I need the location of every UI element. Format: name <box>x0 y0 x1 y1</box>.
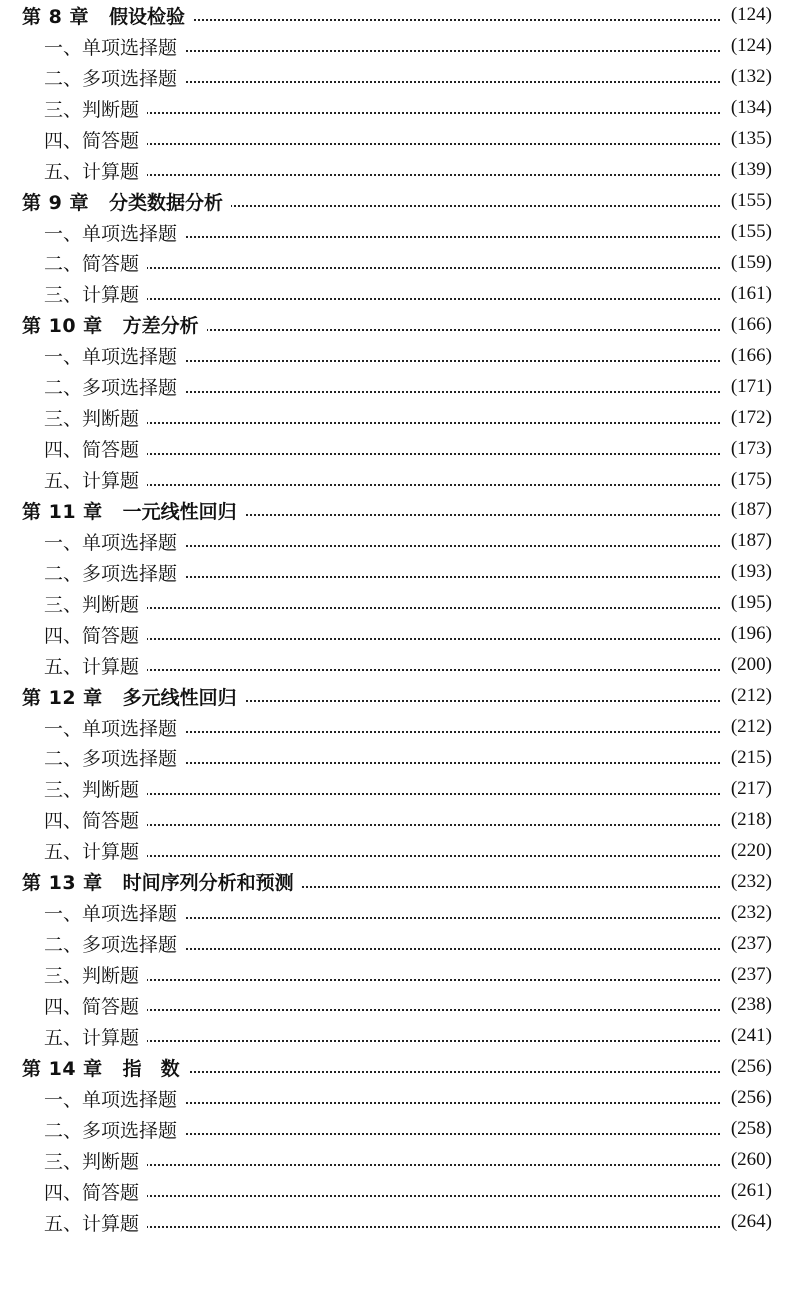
page-number: (200) <box>725 650 772 681</box>
toc-section-entry[interactable] <box>0 990 790 1021</box>
section-title: 二、多项选择题 <box>44 562 178 585</box>
toc-section-entry[interactable] <box>0 557 790 588</box>
toc-section-entry[interactable] <box>0 1114 790 1145</box>
chapter-number: 第 11 章 <box>22 500 103 523</box>
chapter-title: 指 数 <box>122 1057 180 1080</box>
chapter-number: 第 9 章 <box>22 191 89 214</box>
chapter-number: 第 14 章 <box>22 1057 103 1080</box>
section-title: 四、简答题 <box>44 810 140 833</box>
page-number: (187) <box>725 495 772 526</box>
chapter-number: 第 10 章 <box>22 315 103 338</box>
page-number: (264) <box>725 1207 772 1238</box>
toc-entry-title <box>22 0 193 31</box>
page-number: (155) <box>725 217 772 248</box>
toc-entry-title <box>44 743 185 774</box>
chapter-title: 分类数据分析 <box>108 191 223 214</box>
section-title: 一、单项选择题 <box>44 222 178 245</box>
section-title: 二、多项选择题 <box>44 748 178 771</box>
section-title: 三、计算题 <box>44 284 140 307</box>
toc-section-entry[interactable] <box>0 804 790 835</box>
toc-entry-title <box>44 1114 185 1145</box>
toc-section-entry[interactable] <box>0 1083 790 1114</box>
toc-entry-title <box>44 31 185 62</box>
toc-entry-title <box>44 928 185 959</box>
toc-chapter-entry[interactable] <box>0 0 790 31</box>
toc-entry-title <box>44 804 147 835</box>
page-number: (166) <box>725 340 772 371</box>
toc-section-entry[interactable] <box>0 340 790 371</box>
page-number: (134) <box>725 93 772 124</box>
dot-leader <box>130 824 720 826</box>
toc-section-entry[interactable] <box>0 402 790 433</box>
toc-entry-title <box>44 588 147 619</box>
section-title: 三、判断题 <box>44 593 140 616</box>
dot-leader <box>130 948 720 950</box>
section-title: 五、计算题 <box>44 655 140 678</box>
page-number: (212) <box>725 712 772 743</box>
toc-entry-title <box>44 93 147 124</box>
section-title: 五、计算题 <box>44 841 140 864</box>
page-number: (124) <box>725 0 772 31</box>
page-number: (241) <box>725 1021 772 1052</box>
dot-leader <box>130 267 720 269</box>
section-title: 五、计算题 <box>44 470 140 493</box>
toc-section-entry[interactable] <box>0 712 790 743</box>
toc-entry-title <box>44 371 185 402</box>
toc-entry-title <box>44 1176 147 1207</box>
toc-entry-title <box>44 433 147 464</box>
page-number: (155) <box>725 186 772 217</box>
page-number: (212) <box>725 681 772 712</box>
toc-section-entry[interactable] <box>0 897 790 928</box>
dot-leader <box>130 143 720 145</box>
page-number: (139) <box>725 155 772 186</box>
page-number: (135) <box>725 124 772 155</box>
dot-leader <box>130 917 720 919</box>
section-title: 三、判断题 <box>44 965 140 988</box>
dot-leader <box>130 422 720 424</box>
page-number: (159) <box>725 248 772 279</box>
chapter-title: 时间序列分析和预测 <box>122 872 294 895</box>
section-title: 一、单项选择题 <box>44 346 178 369</box>
section-title: 三、判断题 <box>44 408 140 431</box>
toc-chapter-entry[interactable] <box>0 681 790 712</box>
toc-section-entry[interactable] <box>0 93 790 124</box>
page-number: (220) <box>725 835 772 866</box>
section-title: 四、简答题 <box>44 1181 140 1204</box>
toc-entry-title <box>22 186 231 217</box>
dot-leader <box>130 1102 720 1104</box>
section-title: 一、单项选择题 <box>44 717 178 740</box>
toc-section-entry[interactable] <box>0 773 790 804</box>
toc-entry-title <box>44 557 185 588</box>
toc-entry-title <box>44 278 147 309</box>
toc-section-entry[interactable] <box>0 928 790 959</box>
toc-chapter-entry[interactable] <box>0 1052 790 1083</box>
toc-entry-title <box>22 866 302 897</box>
section-title: 一、单项选择题 <box>44 531 178 554</box>
toc-section-entry[interactable] <box>0 1145 790 1176</box>
toc-entry-title <box>44 1145 147 1176</box>
dot-leader <box>130 236 720 238</box>
page-number: (256) <box>725 1083 772 1114</box>
toc-section-entry[interactable] <box>0 217 790 248</box>
section-title: 四、简答题 <box>44 995 140 1018</box>
section-title: 一、单项选择题 <box>44 903 178 926</box>
page-number: (124) <box>725 31 772 62</box>
toc-entry-title <box>22 1052 188 1083</box>
dot-leader <box>130 1040 720 1042</box>
toc-section-entry[interactable] <box>0 650 790 681</box>
dot-leader <box>130 391 720 393</box>
page-number: (193) <box>725 557 772 588</box>
dot-leader <box>130 1164 720 1166</box>
chapter-title: 一元线性回归 <box>122 500 237 523</box>
dot-leader <box>130 19 720 21</box>
page-number: (256) <box>725 1052 772 1083</box>
page-number: (232) <box>725 866 772 897</box>
dot-leader <box>130 607 720 609</box>
page-number: (215) <box>725 743 772 774</box>
page-number: (238) <box>725 990 772 1021</box>
toc-entry-title <box>44 712 185 743</box>
toc-section-entry[interactable] <box>0 1176 790 1207</box>
toc-entry-title <box>44 340 185 371</box>
section-title: 五、计算题 <box>44 1212 140 1235</box>
dot-leader <box>130 1071 720 1073</box>
toc-section-entry[interactable] <box>0 1021 790 1052</box>
toc-section-entry[interactable] <box>0 155 790 186</box>
toc-section-entry[interactable] <box>0 588 790 619</box>
page-number: (196) <box>725 619 772 650</box>
toc-entry-title <box>44 773 147 804</box>
toc-entry-title <box>44 959 147 990</box>
toc-entry-title <box>44 526 185 557</box>
chapter-number: 第 13 章 <box>22 872 103 895</box>
page-number: (187) <box>725 526 772 557</box>
dot-leader <box>130 576 720 578</box>
toc-chapter-entry[interactable] <box>0 866 790 897</box>
dot-leader <box>130 1195 720 1197</box>
dot-leader <box>130 298 720 300</box>
toc-section-entry[interactable] <box>0 31 790 62</box>
page-number: (166) <box>725 309 772 340</box>
page-number: (217) <box>725 773 772 804</box>
toc-section-entry[interactable] <box>0 62 790 93</box>
section-title: 四、简答题 <box>44 129 140 152</box>
section-title: 二、多项选择题 <box>44 377 178 400</box>
dot-leader <box>130 669 720 671</box>
dot-leader <box>130 1009 720 1011</box>
dot-leader <box>130 638 720 640</box>
dot-leader <box>130 855 720 857</box>
dot-leader <box>130 1133 720 1135</box>
toc-entry-title <box>44 464 147 495</box>
dot-leader <box>130 174 720 176</box>
toc-entry-title <box>44 248 147 279</box>
page-number: (258) <box>725 1114 772 1145</box>
toc-entry-title <box>22 495 245 526</box>
toc-entry-title <box>44 990 147 1021</box>
toc-entry-title <box>44 650 147 681</box>
toc-entry-title <box>44 124 147 155</box>
section-title: 一、单项选择题 <box>44 1088 178 1111</box>
toc-entry-title <box>44 619 147 650</box>
toc-entry-title <box>44 835 147 866</box>
page-number: (261) <box>725 1176 772 1207</box>
chapter-number: 第 8 章 <box>22 5 89 28</box>
toc-section-entry[interactable] <box>0 248 790 279</box>
section-title: 二、多项选择题 <box>44 934 178 957</box>
toc-entry-title <box>22 681 245 712</box>
section-title: 三、判断题 <box>44 98 140 121</box>
page-number: (237) <box>725 928 772 959</box>
dot-leader <box>130 1226 720 1228</box>
toc-section-entry[interactable] <box>0 959 790 990</box>
toc-chapter-entry[interactable] <box>0 186 790 217</box>
toc-entry-title <box>44 402 147 433</box>
toc-section-entry[interactable] <box>0 743 790 774</box>
section-title: 二、简答题 <box>44 253 140 276</box>
section-title: 四、简答题 <box>44 439 140 462</box>
dot-leader <box>130 762 720 764</box>
toc-entry-title <box>44 897 185 928</box>
dot-leader <box>130 112 720 114</box>
section-title: 一、单项选择题 <box>44 36 178 59</box>
page-number: (173) <box>725 433 772 464</box>
chapter-title: 多元线性回归 <box>122 686 237 709</box>
page-number: (161) <box>725 278 772 309</box>
toc-chapter-entry[interactable] <box>0 495 790 526</box>
dot-leader <box>130 360 720 362</box>
page-number: (195) <box>725 588 772 619</box>
page-number: (132) <box>725 62 772 93</box>
page-number: (171) <box>725 371 772 402</box>
section-title: 三、判断题 <box>44 779 140 802</box>
toc-section-entry[interactable] <box>0 371 790 402</box>
dot-leader <box>130 979 720 981</box>
toc-entry-title <box>44 217 185 248</box>
toc-chapter-entry[interactable] <box>0 309 790 340</box>
toc-entry-title <box>44 1207 147 1238</box>
toc-section-entry[interactable] <box>0 619 790 650</box>
dot-leader <box>130 81 720 83</box>
toc-section-entry[interactable] <box>0 1207 790 1238</box>
page-number: (172) <box>725 402 772 433</box>
section-title: 二、多项选择题 <box>44 1119 178 1142</box>
dot-leader <box>130 329 720 331</box>
section-title: 五、计算题 <box>44 1026 140 1049</box>
dot-leader <box>130 50 720 52</box>
toc-section-entry[interactable] <box>0 464 790 495</box>
toc-section-entry[interactable] <box>0 835 790 866</box>
chapter-title: 方差分析 <box>122 315 199 338</box>
toc-entry-title <box>44 155 147 186</box>
page-number: (218) <box>725 804 772 835</box>
chapter-number: 第 12 章 <box>22 686 103 709</box>
toc-entry-title <box>44 1083 185 1114</box>
section-title: 二、多项选择题 <box>44 67 178 90</box>
dot-leader <box>130 545 720 547</box>
page-number: (260) <box>725 1145 772 1176</box>
dot-leader <box>130 793 720 795</box>
toc-section-entry[interactable] <box>0 124 790 155</box>
chapter-title: 假设检验 <box>108 5 185 28</box>
section-title: 四、简答题 <box>44 624 140 647</box>
toc-section-entry[interactable] <box>0 278 790 309</box>
section-title: 三、判断题 <box>44 1150 140 1173</box>
toc-entry-title <box>44 1021 147 1052</box>
toc-section-entry[interactable] <box>0 526 790 557</box>
toc-entry-title <box>44 62 185 93</box>
page-number: (237) <box>725 959 772 990</box>
dot-leader <box>130 453 720 455</box>
page-number: (232) <box>725 897 772 928</box>
toc-section-entry[interactable] <box>0 433 790 464</box>
dot-leader <box>130 484 720 486</box>
toc-entry-title <box>22 309 207 340</box>
dot-leader <box>130 731 720 733</box>
page-number: (175) <box>725 464 772 495</box>
section-title: 五、计算题 <box>44 160 140 183</box>
